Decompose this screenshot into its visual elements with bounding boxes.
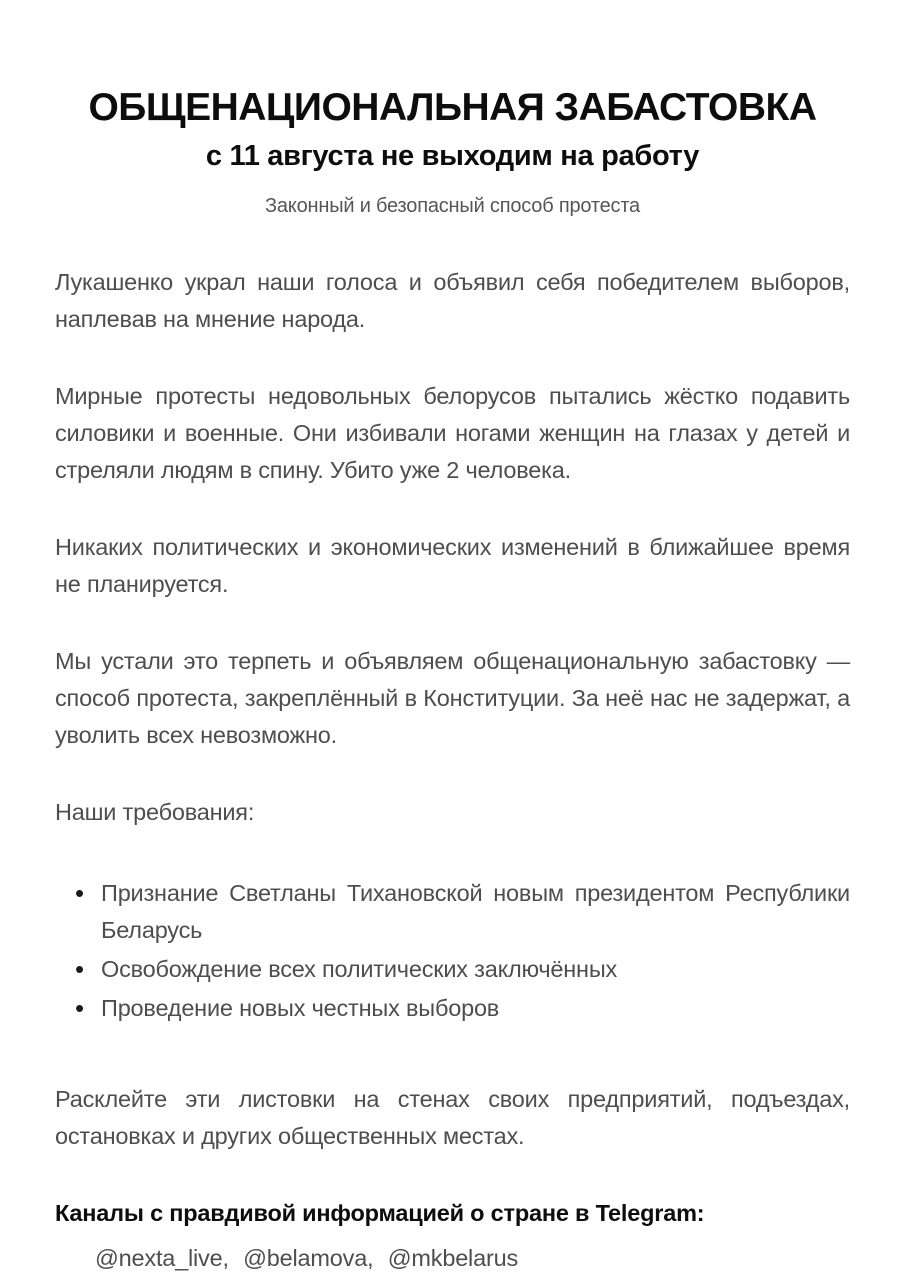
page-title: ОБЩЕНАЦИОНАЛЬНАЯ ЗАБАСТОВКА [88, 86, 817, 129]
call-to-action: Расклейте эти листовки на стенах своих предприятий, подъездах, остановках и других общественных местах. [55, 1085, 850, 1149]
demand-item-free-prisoners: • Освобождение всех политических заключённых [101, 951, 850, 988]
leaflet-body [55, 264, 850, 1277]
paragraph-protests-crackdown: Мирные протесты недовольных белорусов пытались жёстко подавить силовики и военные. Они избивали ногами женщин на глазах у детей и стреляли людям в спину. Убито уже 2 человека. [55, 382, 850, 483]
demands-list [55, 875, 850, 1027]
paragraph-strike-declaration: Мы устали это терпеть и объявляем общенациональную забастовку — способ протеста, закреплённый в Конституции. За неё нас не задержат, а уволить всех невозможно. [55, 647, 850, 748]
paragraph-no-changes: Никаких политических и экономических изменений в ближайшее время не планируется. [55, 533, 850, 597]
page-subtitle: с 11 августа не выходим на работу [205, 139, 700, 172]
telegram-channels-list: @nexta_live, @belamova, @mkbelarus [95, 1244, 518, 1271]
demand-item-recognize-president: • Признание Светланы Тихановской новым президентом Республики Беларусь [101, 875, 850, 949]
demand-item-new-elections: • Проведение новых честных выборов [101, 990, 850, 1027]
demands-heading: Наши требования: [55, 798, 255, 825]
leaflet-header [55, 86, 850, 218]
telegram-channels-heading: Каналы с правдивой информацией о стране в Telegram: [55, 1199, 705, 1226]
page-tagline: Законный и безопасный способ протеста [265, 194, 640, 217]
paragraph-stolen-votes: Лукашенко украл наши голоса и объявил себя победителем выборов, наплевав на мнение народа. [55, 268, 850, 332]
